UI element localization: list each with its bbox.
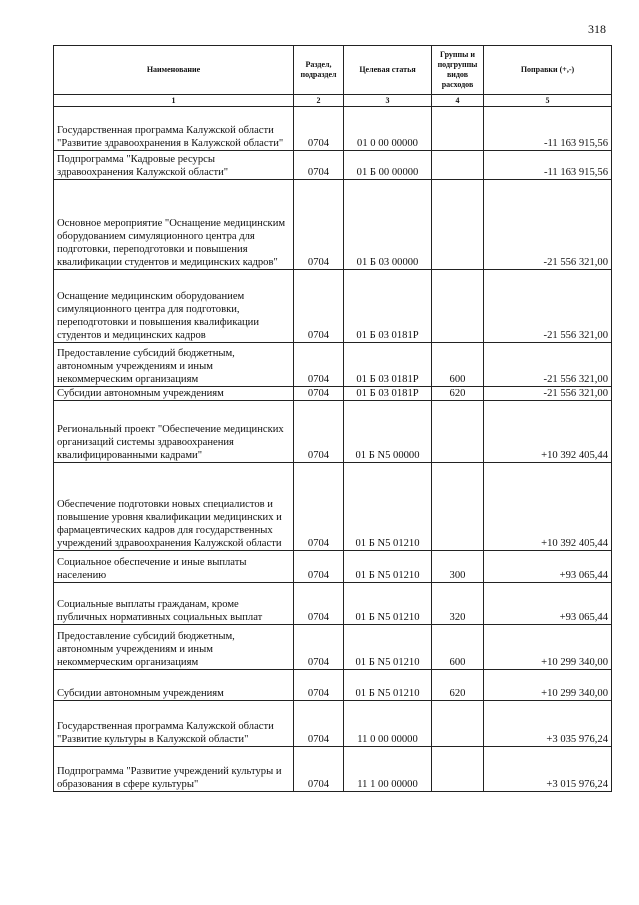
row-amount: -21 556 321,00: [484, 270, 612, 343]
row-group: 600: [432, 343, 484, 387]
row-section: 0704: [294, 583, 344, 625]
row-target: 01 Б 03 0181Р: [344, 343, 432, 387]
row-amount: +10 299 340,00: [484, 670, 612, 701]
row-target: 11 0 00 00000: [344, 701, 432, 747]
row-group: [432, 107, 484, 151]
table-row: [54, 625, 612, 670]
row-target: 01 Б 03 00000: [344, 180, 432, 270]
row-name: Региональный проект "Обеспечение медицинских организаций системы здравоохранения квалифицированными кадрами": [54, 401, 294, 463]
header-name: Наименование: [54, 46, 294, 95]
row-section: 0704: [294, 551, 344, 583]
row-section: 0704: [294, 701, 344, 747]
column-number: 2: [294, 95, 344, 107]
row-section: 0704: [294, 151, 344, 180]
header-groups: Группы и подгруппы видов расходов: [432, 46, 484, 95]
row-name: Подпрограмма "Развитие учреждений культуры и образования в сфере культуры": [54, 747, 294, 792]
row-group: 620: [432, 670, 484, 701]
row-group: [432, 180, 484, 270]
row-name: Основное мероприятие "Оснащение медицинским оборудованием симуляционного центра для подготовки, переподготовки и повышения квалификации студентов и медицинских кадров": [54, 180, 294, 270]
row-target: 01 Б N5 01210: [344, 625, 432, 670]
row-target: 01 Б N5 00000: [344, 401, 432, 463]
column-number: 4: [432, 95, 484, 107]
row-amount: +3 035 976,24: [484, 701, 612, 747]
table-row: [54, 670, 612, 701]
row-name: Социальное обеспечение и иные выплаты населению: [54, 551, 294, 583]
row-section: 0704: [294, 463, 344, 551]
row-amount: -21 556 321,00: [484, 387, 612, 401]
row-name: Государственная программа Калужской области "Развитие культуры в Калужской области": [54, 701, 294, 747]
row-amount: -21 556 321,00: [484, 343, 612, 387]
row-target: 01 0 00 00000: [344, 107, 432, 151]
header-target: Целевая статья: [344, 46, 432, 95]
row-group: [432, 151, 484, 180]
row-group: [432, 401, 484, 463]
row-amount: +10 392 405,44: [484, 463, 612, 551]
row-amount: +3 015 976,24: [484, 747, 612, 792]
row-group: [432, 701, 484, 747]
table-row: [54, 387, 612, 401]
row-name: Оснащение медицинским оборудованием симуляционного центра для подготовки, переподготовки и повышения квалификации студентов и медицинских кадров: [54, 270, 294, 343]
row-group: 600: [432, 625, 484, 670]
column-number: 3: [344, 95, 432, 107]
row-group: 320: [432, 583, 484, 625]
row-amount: +93 065,44: [484, 583, 612, 625]
row-amount: -21 556 321,00: [484, 180, 612, 270]
table-row: [54, 151, 612, 180]
row-amount: +93 065,44: [484, 551, 612, 583]
table-row: [54, 747, 612, 792]
row-name: Обеспечение подготовки новых специалистов и повышение уровня квалификации медицинских и фармацевтических кадров для государственных учреждений здравоохранения Калужской области: [54, 463, 294, 551]
row-name: Предоставление субсидий бюджетным, автономным учреждениям и иным некоммерческим организациям: [54, 625, 294, 670]
row-amount: +10 299 340,00: [484, 625, 612, 670]
row-target: 01 Б 00 00000: [344, 151, 432, 180]
row-section: 0704: [294, 107, 344, 151]
table-row: [54, 401, 612, 463]
header-section: Раздел, подраздел: [294, 46, 344, 95]
row-target: 01 Б N5 01210: [344, 463, 432, 551]
row-section: 0704: [294, 270, 344, 343]
table-row: [54, 583, 612, 625]
row-section: 0704: [294, 670, 344, 701]
row-name: Подпрограмма "Кадровые ресурсы здравоохранения Калужской области": [54, 151, 294, 180]
row-group: 300: [432, 551, 484, 583]
column-number-row: [54, 95, 612, 107]
row-amount: +10 392 405,44: [484, 401, 612, 463]
header-row: [54, 46, 612, 95]
row-group: [432, 270, 484, 343]
table-row: [54, 107, 612, 151]
row-target: 01 Б N5 01210: [344, 670, 432, 701]
row-name: Социальные выплаты гражданам, кроме публичных нормативных социальных выплат: [54, 583, 294, 625]
row-target: 01 Б N5 01210: [344, 583, 432, 625]
budget-table: [53, 45, 612, 792]
row-name: Предоставление субсидий бюджетным, автономным учреждениям и иным некоммерческим организациям: [54, 343, 294, 387]
row-group: [432, 747, 484, 792]
row-target: 01 Б N5 01210: [344, 551, 432, 583]
page-number: 318: [588, 22, 606, 36]
column-number: 1: [54, 95, 294, 107]
row-amount: -11 163 915,56: [484, 151, 612, 180]
row-group: 620: [432, 387, 484, 401]
row-section: 0704: [294, 625, 344, 670]
row-section: 0704: [294, 343, 344, 387]
row-name: Субсидии автономным учреждениям: [54, 387, 294, 401]
row-target: 01 Б 03 0181Р: [344, 387, 432, 401]
table-row: [54, 701, 612, 747]
row-section: 0704: [294, 387, 344, 401]
row-section: 0704: [294, 401, 344, 463]
row-target: 01 Б 03 0181Р: [344, 270, 432, 343]
table-row: [54, 463, 612, 551]
row-target: 11 1 00 00000: [344, 747, 432, 792]
row-amount: -11 163 915,56: [484, 107, 612, 151]
table-row: [54, 551, 612, 583]
table-row: [54, 180, 612, 270]
table-row: [54, 270, 612, 343]
row-section: 0704: [294, 180, 344, 270]
row-name: Субсидии автономным учреждениям: [54, 670, 294, 701]
row-name: Государственная программа Калужской области "Развитие здравоохранения в Калужской области": [54, 107, 294, 151]
column-number: 5: [484, 95, 612, 107]
row-section: 0704: [294, 747, 344, 792]
header-amendments: Поправки (+,-): [484, 46, 612, 95]
table-row: [54, 343, 612, 387]
row-group: [432, 463, 484, 551]
